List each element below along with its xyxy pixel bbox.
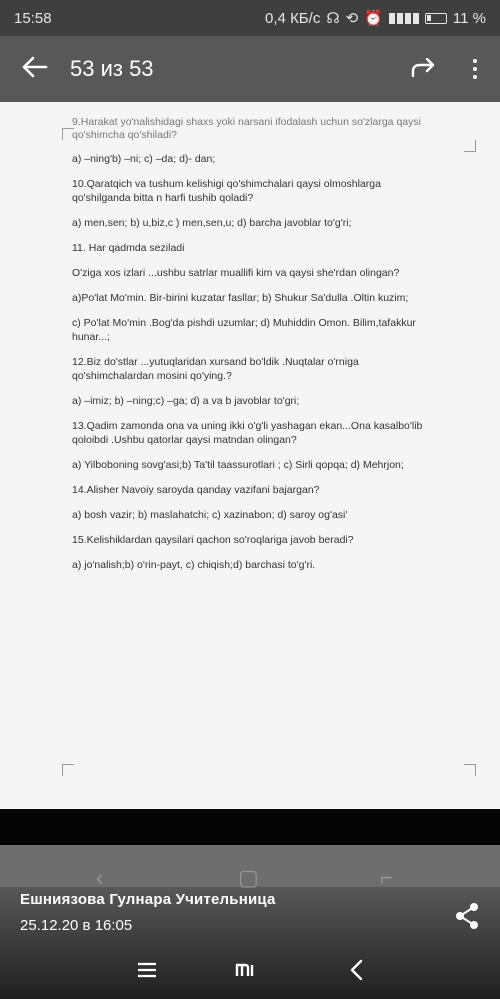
text-line: a) Yilboboning sovg'asi;b) Ta'til taassurotlari ; c) Sirli qopqa; d) Mehrjon; [72,459,404,471]
page-corner-mark [464,140,476,152]
faded-bracket-icon: ⌐ [380,865,393,890]
text-line: a) bosh vazir; b) maslahatchi; c) xazinabon; d) saroy og'asi' [72,509,348,521]
text-line: c) Po'lat Mo'min .Bog'da pishdi uzumlar; d) Muhiddin Omon. Bilim,tafakkur hunar...; [72,317,416,343]
back-chevron-icon[interactable] [346,959,368,986]
status-bar [0,0,500,36]
image-counter: 53 из 53 [70,56,154,81]
text-line: 12.Biz do'stlar ...yutuqlaridan xursand bo'ldik .Nuqtalar o'rniga qo'shimchalardan mosini qo'ying.? [72,356,359,382]
headphones-icon: ☊ [326,10,340,27]
home-icon[interactable] [234,959,256,986]
text-line: a) –imiz; b) –ning;c) –ga; d) a va b javoblar to'gri; [72,395,300,407]
author-name[interactable]: Ешниязова Гулнара Учительница [20,891,276,908]
alarm-icon: ⏰ [364,10,383,27]
text-line: a) men,sen; b) u,biz,c ) men,sen,u; d) barcha javoblar to'g'ri; [72,217,352,229]
text-line: 14.Alisher Navoiy saroyda qanday vazifani bajargan? [72,484,320,496]
status-time: 15:58 [14,9,52,27]
text-line: a)Po'lat Mo'min. Bir-birini kuzatar fasllar; b) Shukur Sa'dulla .Oltin kuzim; [72,292,409,304]
faded-square-icon: ▢ [238,865,259,890]
hamburger-icon[interactable] [136,959,158,986]
cut-off-question: 9.Harakat yo'nalishidagi shaxs yoki narsani ifodalash uchun so'zlarga qaysi qo'shimcha qo'shiladi? [0,116,500,154]
status-indicators [265,9,486,27]
battery-level: 11 % [452,9,486,27]
sync-icon: ⟲ [345,10,359,27]
image-bottom-band [0,809,500,845]
faded-arrow-icon: ‹ [96,865,104,890]
arrow-left-icon[interactable] [0,36,70,102]
system-nav-bar [0,955,500,999]
text-line: a) jo'nalish;b) o'rin-payt, c) chiqish;d) barchasi to'g'ri. [72,559,316,571]
document-text [72,152,432,583]
text-line: 15.Kelishiklardan qaysilari qachon so'roqlariga javob beradi? [72,534,354,546]
battery-icon [425,13,447,24]
more-vertical-icon[interactable] [450,59,500,79]
text-line: 13.Qadim zamonda ona va uning ikki o'g'li yashagan ekan...Ona kasalbo'lib qoloibdi .Ushbu qatorlar qaysi matndan olingan? [72,420,423,446]
post-date: 25.12.20 в 16:05 [20,917,133,934]
signal-icon [389,12,419,24]
viewer-toolbar [0,36,500,102]
share-arrow-icon[interactable] [398,36,450,102]
text-line: a) –ning'b) –ni; c) –da; d)- dan; [72,153,216,165]
text-line: 11. Har qadmda seziladi [72,242,185,254]
text-line: O'ziga xos izlari ...ushbu satrlar muallifi kim va qaysi she'rdan olingan? [72,267,400,279]
network-speed: 0,4 КБ/с [265,9,321,27]
text-line: 10.Qaratqich va tushum kelishigi qo'shimchalari qaysi olmoshlarga qo'shilganda bitta n harfi tushib qoladi? [72,178,381,204]
share-icon[interactable] [452,901,484,931]
page-corner-mark [464,764,476,776]
page-corner-mark [62,764,74,776]
page-corner-mark [62,128,74,140]
